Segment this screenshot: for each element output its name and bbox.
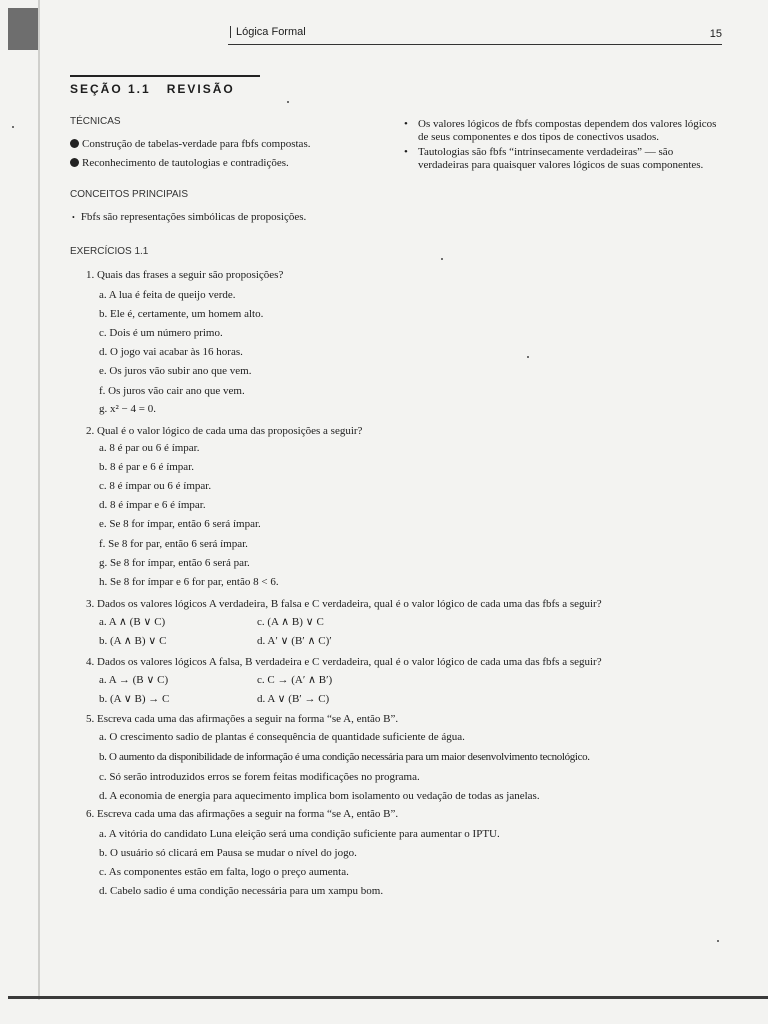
question-5-item: d. A economia de energia para aquecimento implica bom isolamento ou vedação de todas as janelas.	[99, 790, 540, 802]
question-4: 4. Dados os valores lógicos A falsa, B verdadeira e C verdadeira, qual é o valor lógico de cada uma das fbfs a seguir?	[86, 656, 602, 668]
scan-speck	[441, 258, 443, 260]
question-2-item: h. Se 8 for ímpar e 6 for par, então 8 < 6.	[99, 576, 279, 588]
page-number: 15	[709, 28, 722, 40]
question-3-item: d. A′ ∨ (B′ ∧ C)′	[257, 635, 332, 647]
conceito-item: • Fbfs são representações simbólicas de proposições.	[72, 211, 307, 223]
question-5-item: c. Só serão introduzidos erros se forem feitas modificações no programa.	[99, 771, 420, 783]
question-1-item: e. Os juros vão subir ano que vem.	[99, 365, 252, 377]
question-4-item: d. A ∨ (B′ → C)	[257, 693, 330, 705]
conceitos-heading: CONCEITOS PRINCIPAIS	[70, 189, 188, 200]
scan-speck	[717, 940, 719, 942]
question-1-item: d. O jogo vai acabar às 16 horas.	[99, 346, 243, 358]
question-2-item: a. 8 é par ou 6 é ímpar.	[99, 442, 200, 454]
question-4-item: a. A → (B ∨ C)	[99, 674, 169, 686]
conceito-item: • Tautologias são fbfs “intrinsecamente verdadeiras” — são verdadeiras para quaisquer valores lógicos de suas componentes.	[404, 146, 726, 172]
tecnica-item: Reconhecimento de tautologias e contradições.	[70, 157, 289, 169]
page-edge	[38, 0, 40, 1000]
question-5-item: b. O aumento da disponibilidade de informação é uma condição necessária para um maior desenvolvimento tecnológico.	[99, 751, 590, 763]
question-3-item: c. (A ∧ B) ∨ C	[257, 616, 324, 628]
question-1: 1. Quais das frases a seguir são proposições?	[86, 269, 284, 281]
question-5-item: a. O crescimento sadio de plantas é consequência de quantidade suficiente de água.	[99, 731, 465, 743]
exercicios-heading: EXERCÍCIOS 1.1	[70, 246, 149, 257]
question-3-item: a. A ∧ (B ∨ C)	[99, 616, 166, 628]
scan-speck	[527, 356, 529, 358]
question-2-item: e. Se 8 for ímpar, então 6 será ímpar.	[99, 518, 261, 530]
question-5: 5. Escreva cada uma das afirmações a seguir na forma “se A, então B”.	[86, 713, 399, 725]
question-4-item: b. (A ∨ B) → C	[99, 693, 170, 705]
question-4-item: c. C → (A′ ∧ B′)	[257, 674, 333, 686]
binding-shadow	[8, 8, 40, 50]
tecnica-item: Construção de tabelas-verdade para fbfs compostas.	[70, 138, 310, 150]
conceito-item: • Os valores lógicos de fbfs compostas dependem dos valores lógicos de seus componentes e dos tipos de conectivos usados.	[404, 118, 726, 144]
question-6-item: c. As componentes estão em falta, logo o preço aumenta.	[99, 866, 349, 878]
running-header	[228, 24, 722, 45]
question-2-item: d. 8 é ímpar e 6 é ímpar.	[99, 499, 206, 511]
section-rule	[70, 75, 260, 77]
question-1-item: c. Dois é um número primo.	[99, 327, 223, 339]
bullet-icon	[70, 158, 79, 167]
question-6-item: d. Cabelo sadio é uma condição necessária para um xampu bom.	[99, 885, 384, 897]
scan-speck	[287, 101, 289, 103]
question-6-item: a. A vitória do candidato Luna eleição será uma condição suficiente para aumentar o IPTU.	[99, 828, 500, 840]
bottom-rule	[8, 996, 768, 999]
question-1-item: a. A lua é feita de queijo verde.	[99, 289, 236, 301]
question-2-item: b. 8 é par e 6 é ímpar.	[99, 461, 194, 473]
bullet-icon	[70, 139, 79, 148]
question-3: 3. Dados os valores lógicos A verdadeira, B falsa e C verdadeira, qual é o valor lógico de cada uma das fbfs a seguir?	[86, 598, 602, 610]
question-1-item: g. x² − 4 = 0.	[99, 403, 156, 415]
question-6-item: b. O usuário só clicará em Pausa se mudar o nível do jogo.	[99, 847, 357, 859]
conceitos-right-column	[404, 118, 726, 174]
question-2-item: c. 8 é ímpar ou 6 é ímpar.	[99, 480, 212, 492]
question-6: 6. Escreva cada uma das afirmações a seguir na forma “se A, então B”.	[86, 808, 399, 820]
scan-speck	[12, 126, 14, 128]
section-title: SEÇÃO 1.1 REVISÃO	[70, 82, 235, 96]
question-2: 2. Qual é o valor lógico de cada uma das proposições a seguir?	[86, 425, 363, 437]
question-3-item: b. (A ∧ B) ∨ C	[99, 635, 167, 647]
header-title: Lógica Formal	[230, 26, 306, 38]
question-2-item: f. Se 8 for par, então 6 será ímpar.	[99, 538, 248, 550]
question-1-item: b. Ele é, certamente, um homem alto.	[99, 308, 264, 320]
question-1-item: f. Os juros vão cair ano que vem.	[99, 385, 245, 397]
question-2-item: g. Se 8 for ímpar, então 6 será par.	[99, 557, 250, 569]
tecnicas-heading: TÉCNICAS	[70, 116, 121, 127]
